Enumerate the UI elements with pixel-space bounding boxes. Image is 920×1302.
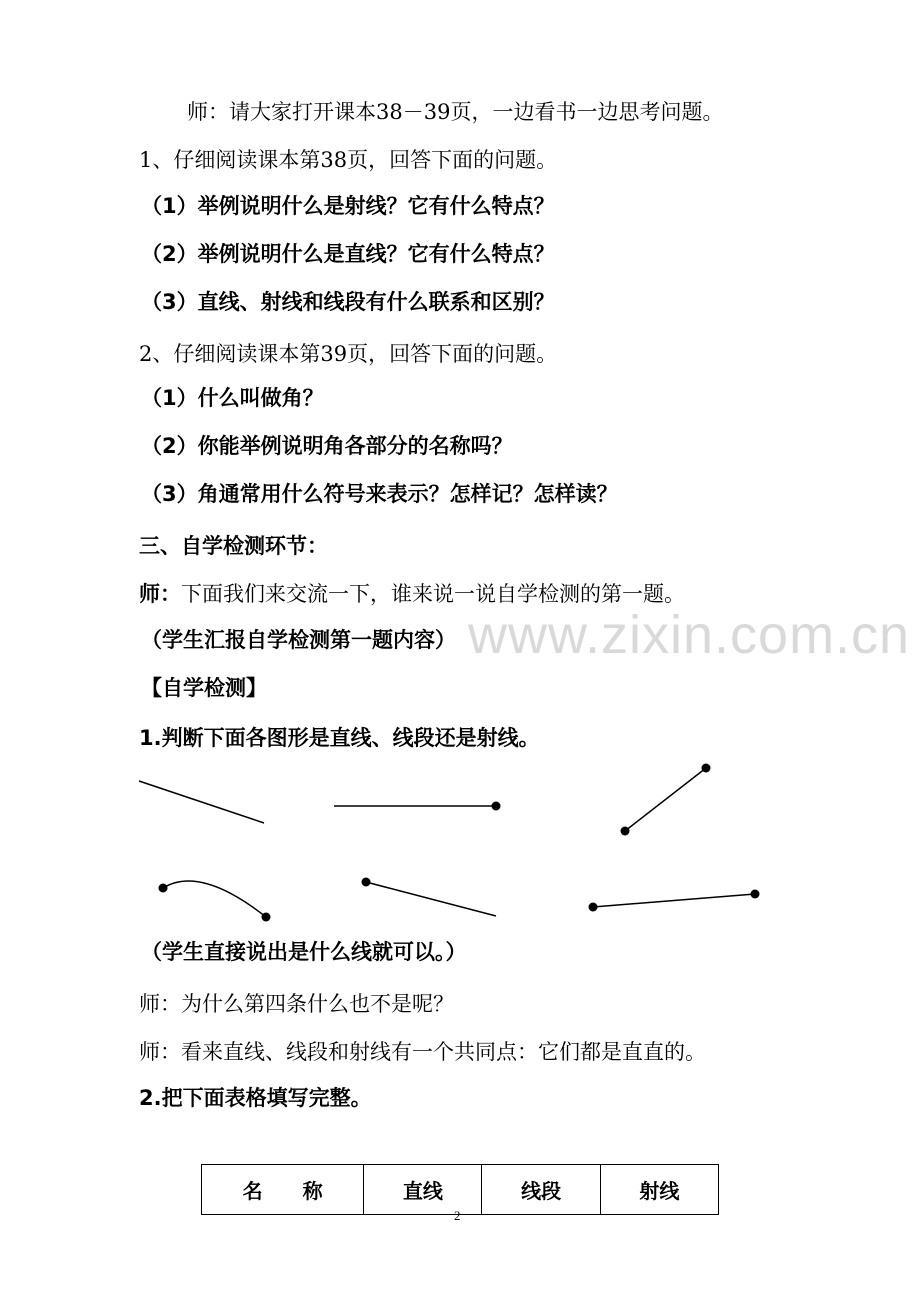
endpoint-dot	[702, 764, 711, 773]
figure-curve	[163, 881, 266, 917]
question-2-heading: 2、仔细阅读课本第39页，回答下面的问题。	[139, 342, 558, 366]
teacher-question-line: 师：为什么第四条什么也不是呢？	[139, 992, 454, 1016]
endpoint-dot	[262, 913, 271, 922]
question-1-item-3: （3）直线、射线和线段有什么联系和区别？	[141, 290, 555, 314]
self-test-heading: 【自学检测】	[141, 676, 267, 700]
endpoint-dot	[362, 878, 371, 887]
figure-segment-long	[593, 894, 755, 907]
section-3-heading: 三、自学检测环节：	[139, 534, 328, 558]
exercise-1-title: 1.判断下面各图形是直线、线段还是射线。	[139, 726, 540, 750]
question-1-heading: 1、仔细阅读课本第38页，回答下面的问题。	[139, 148, 558, 172]
question-1-item-1: （1）举例说明什么是射线？它有什么特点？	[141, 194, 555, 218]
figure-straight-line	[139, 781, 264, 823]
figure-ray-sloped	[366, 882, 496, 916]
teacher-summary-line: 师：看来直线、线段和射线有一个共同点：它们都是直直的。	[139, 1040, 706, 1064]
question-2-item-3: （3）角通常用什么符号来表示？怎样记？怎样读？	[141, 482, 618, 506]
endpoint-dot	[621, 827, 630, 836]
student-report-note: （学生汇报自学检测第一题内容）	[141, 628, 456, 652]
question-2-item-1: （1）什么叫做角？	[141, 386, 324, 410]
table-header-ray: 射线	[600, 1165, 718, 1215]
teacher-label: 师：	[139, 582, 181, 606]
endpoint-dot	[159, 884, 168, 893]
teacher-intro-line: 师：请大家打开课本38－39页，一边看书一边思考问题。	[187, 100, 724, 124]
watermark: www.zixin.com.cn	[468, 605, 911, 665]
table-header-line: 直线	[364, 1165, 482, 1215]
student-answer-note: （学生直接说出是什么线就可以。）	[141, 940, 467, 964]
endpoint-dot	[751, 890, 760, 899]
question-1-item-2: （2）举例说明什么是直线？它有什么特点？	[141, 242, 555, 266]
endpoint-dot	[492, 802, 501, 811]
exercise-2-title: 2.把下面表格填写完整。	[139, 1086, 372, 1110]
table-header-name: 名 称	[202, 1165, 364, 1215]
question-2-item-2: （2）你能举例说明角各部分的名称吗？	[141, 434, 513, 458]
table-header-segment: 线段	[482, 1165, 600, 1215]
endpoint-dot	[589, 903, 598, 912]
page-number: 2	[454, 1208, 461, 1223]
table-header-row	[202, 1165, 719, 1215]
figure-segment-diagonal	[625, 768, 706, 831]
teacher-prompt-text: 下面我们来交流一下，谁来说一说自学检测的第一题。	[181, 582, 685, 606]
